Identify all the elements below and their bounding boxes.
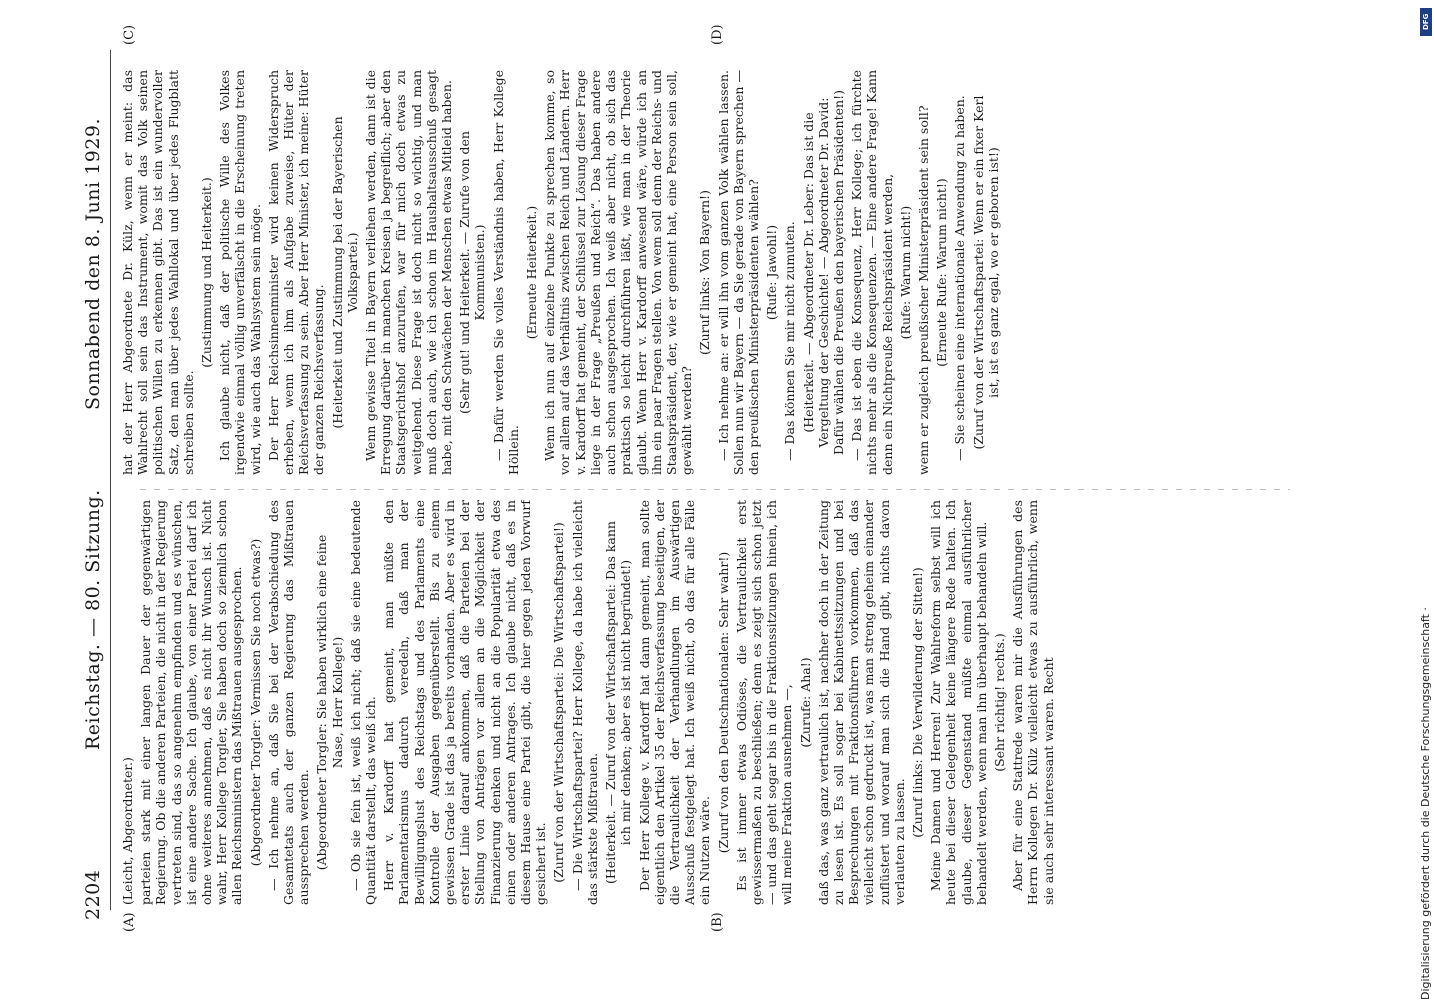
interjection: (Abgeordneter Torgler: Sie haben wirklich eine feine Nase, Herr Kollege!): [314, 534, 345, 871]
paragraph: — Dafür werden Sie volles Verständnis haben, Herr Kollege Höllein.: [490, 70, 521, 475]
dfg-logo: DFG: [1420, 8, 1432, 36]
paragraph: Der Herr Reichsinnenminister wird keinen Widerspruch erheben, wenn ich ihm als Aufgabe zuweise, Hüter der Reichsverfassung zu sein. Aber Herr Minister, ich meine: Hüter der ganzen Reichsverfassung.: [265, 70, 327, 475]
margin-marker-a: (A): [122, 912, 137, 932]
margin-marker-c: (C): [122, 24, 137, 45]
paragraph: Meine Damen und Herren! Zur Wahlreform selbst will ich heute bei dieser Gelegenheit keine längere Rede halten. Ich glaube, dieser Gegenstand müßte einmal ausführlicher behandelt werden, wenn man ihn überhaupt behandeln will.: [928, 500, 989, 905]
interjection: (Zuruf links: Die Verwilderung der Sitten!): [909, 567, 925, 838]
column-separator: [140, 489, 1290, 490]
interjection: (Heiterkeit und Zustimmung bei der Bayerischen Volkspartei.): [329, 116, 360, 429]
interjection: (Zuruf links: Von Bayern!): [697, 190, 713, 355]
paragraph: Wenn gewisse Titel in Bayern verliehen werden, dann ist die Erregung darüber in manchen Kreisen ja begreiflich; aber den Staatsgerichtshof anzurufen, war für mich doch etwas zu weitgehend. Diese Frage ist doch nicht so wichtig, und man muß doch auch, wie ich schon im Haushaltsausschuß gesagt habe, mit den Schwächen der Menschen etwas Mitleid haben.: [363, 70, 455, 475]
paragraph: — Das ist eben die Konsequenz, Herr Kollege; ich fürchte nichts mehr als die Konsequenzen. — Eine andere Frage! Kann denn ein Nichtpreuße Reichspräsident werden,: [849, 70, 895, 475]
interjection: (Rufe: Warum nicht!): [897, 205, 913, 340]
paragraph: Der Herr Kollege v. Kardorff hat dann gemeint, man sollte eigentlich den Artikel 35 der Reichsverfassung beseitigen, der die Vertraulichkeit der Verhandlungen im Auswärtigen Ausschuß festgelegt hat. Ich weiß nicht, ob das für alle Fälle ein Nutzen wäre.: [636, 500, 713, 905]
paragraph: parteien stark mit einer langen Dauer der gegenwärtigen Regierung. Ob die anderen Parteien, die nicht in der Regierung vertreten sind, das so angenehm empfinden und es wünschen, ist eine andere Sache. Ich glaube, von einer Partei darf ich ohne weiteres annehmen, daß es nicht ihr Wunsch ist. Nicht wahr, Herr Kollege Torgler, Sie haben doch so ziemlich schon allen Reichsministern das Mißtrauen ausgesprochen.: [138, 500, 245, 905]
paragraph: Es ist immer etwas Odiöses, die Vertraulichkeit erst gewissermaßen zu beschließen; denn es zeigt sich schon jetzt — und das geht sogar bis in die Fraktionssitzungen hinein, ich will meine Fraktion ausnehmen —,: [733, 500, 795, 905]
paragraph: wenn er zugleich preußischer Ministerpräsident sein soll?: [915, 105, 931, 475]
paragraph: Aber für eine Stattrede waren mir die Ausführungen des Herrn Kollegen Dr. Külz vielleicht etwas zu ausführlich, wenn sie auch sehr interessant waren. Recht: [1010, 500, 1056, 905]
session-date: Sonnabend den 8. Juni 1929.: [82, 117, 104, 410]
paragraph: — Ich nehme an: er will ihn vom ganzen Volk wählen lassen. Sollen nun wir Bayern — da Sie gerade von Bayern sprechen — den preußischen Ministerpräsidenten wählen?: [715, 70, 761, 475]
paragraph: — Sie scheinen eine internationale Anwendung zu haben.: [952, 95, 968, 461]
speaker-line: (Leicht, Abgeordneter.): [120, 757, 135, 905]
paragraph: — Die Wirtschaftspartei? Herr Kollege, da habe ich vielleicht das stärkste Mißtrauen.: [569, 500, 600, 905]
paragraph: daß das, was ganz vertraulich ist, nachher doch in der Zeitung zu lesen ist. Es soll sogar bei Kabinettssitzungen und bei Besprechungen mit Fraktionsführern vorkommen, daß das vielleicht schon gedruckt ist, was man streng geheim einander zuflüstert und worauf man sich die Hand gibt, nichts davon verlauten zu lassen.: [815, 500, 907, 905]
interjection: (Zuruf von der Wirtschaftspartei: Die Wirtschaftspartei!): [551, 522, 567, 883]
interjection: (Zurufe: Aha!): [797, 657, 813, 748]
interjection: (Rufe: Jawohl!): [764, 224, 780, 321]
header-rule: [110, 50, 111, 910]
paragraph: Herr v. Kardorff hat gemeint, man müßte den Parlamentarismus dadurch veredeln, daß man der Bewilligungslust des Reichstags und des Parlaments eine Kontrolle der Ausgaben gegenüberstellt. Bis zu einem gewissen Grade ist das ja bereits vorhanden. Aber es wird in erster Linie darauf ankommen, daß die Parteien bei der Stellung von Anträgen vor allem an die Möglichkeit der Finanzierung denken und nicht an die Popularität etwa des einen oder anderen Antrages. Ich glaube nicht, daß es in diesem Hause eine Partei gibt, die hier gegen jeden Vorwurf gesichert ist.: [381, 500, 549, 905]
right-column: [120, 70, 1320, 475]
interjection: (Heiterkeit. — Abgeordneter Dr. Leber: Das ist die Vergeltung der Geschichte! — Abgeordneter Dr. David: Dafür wählen die Preußen den bayerischen Präsidenten!): [800, 90, 846, 455]
left-column: [120, 500, 1320, 905]
interjection: (Abgeordneter Torgler: Vermissen Sie noch etwas?): [247, 538, 263, 867]
interjection: (Sehr richtig! rechts.): [991, 633, 1007, 772]
paragraph: Wenn ich nun auf einzelne Punkte zu sprechen komme, so vor allem auf das Verhältnis zwischen Reich und Ländern. Herr v. Kardorff hat gemeint, der Schlüssel zur Lösung dieser Frage liege in der Frage „Preußen und Reich“. Das haben andere auch schon ausgesprochen. Ich weiß aber nicht, ob sich das praktisch so leicht durchführen läßt, wie man in der Theorie glaubt. Wenn Herr v. Kardorff anwesend wäre, würde ich an ihn ein paar Fragen stellen. Von wem soll denn der Reichs- und Staatspräsident, der, wie er gemeint hat, eine Person sein soll, gewählt werden?: [542, 70, 695, 475]
paragraph: Ich glaube nicht, daß der politische Wille des Volkes irgendwie einmal völlig unverfälscht in die Erscheinung treten wird, wie auch das Wahlsystem sein möge.: [217, 70, 263, 475]
interjection: (Zuruf von der Wirtschaftspartei: Wenn er ein fixer Kerl ist, ist es ganz egal, wo er geboren ist!): [970, 95, 1001, 450]
interjection: (Zuruf von den Deutschnationalen: Sehr wahr!): [715, 551, 731, 854]
margin-marker-b: (B): [710, 912, 725, 932]
paragraph: hat der Herr Abgeordnete Dr. Külz, wenn er meint: das Wahlrecht soll sein das Instrument, womit das Volk seinen politischen Willen zu erkennen gibt. Das ist ein wundervoller Satz, den man über jedes Wahllokal und über jedes Flugblatt schreiben sollte.: [120, 70, 196, 475]
interjection: (Sehr gut! und Heiterkeit. — Zurufe von den Kommunisten.): [457, 131, 488, 414]
page-number: 2204: [82, 869, 104, 920]
paragraph: — Das können Sie mir nicht zumuten.: [782, 221, 798, 461]
paragraph: — Ob sie fein ist, weiß ich nicht; daß sie eine bedeutende Quantität darstellt, das weiß ich.: [347, 500, 379, 905]
funding-notice: Digitalisierung gefördert durch die Deutsche Forschungsgemeinschaft ·: [1419, 607, 1432, 1000]
session-title: Reichstag. — 80. Sitzung.: [82, 489, 104, 750]
interjection: (Zustimmung und Heiterkeit.): [199, 177, 215, 368]
interjection: (Erneute Rufe: Warum nicht!): [934, 178, 950, 367]
running-header: [70, 50, 110, 930]
paragraph: — Ich nehme an, daß Sie bei der Verabschiedung des Gesamtetats auch der ganzen Regierung das Mißtrauen aussprechen werden.: [265, 500, 312, 905]
interjection: (Erneute Heiterkeit.): [524, 205, 540, 340]
margin-marker-d: (D): [710, 24, 725, 45]
interjection: (Heiterkeit. — Zuruf von der Wirtschaftspartei: Das kann ich mir denken; aber es ist nicht begründet!): [603, 521, 634, 884]
